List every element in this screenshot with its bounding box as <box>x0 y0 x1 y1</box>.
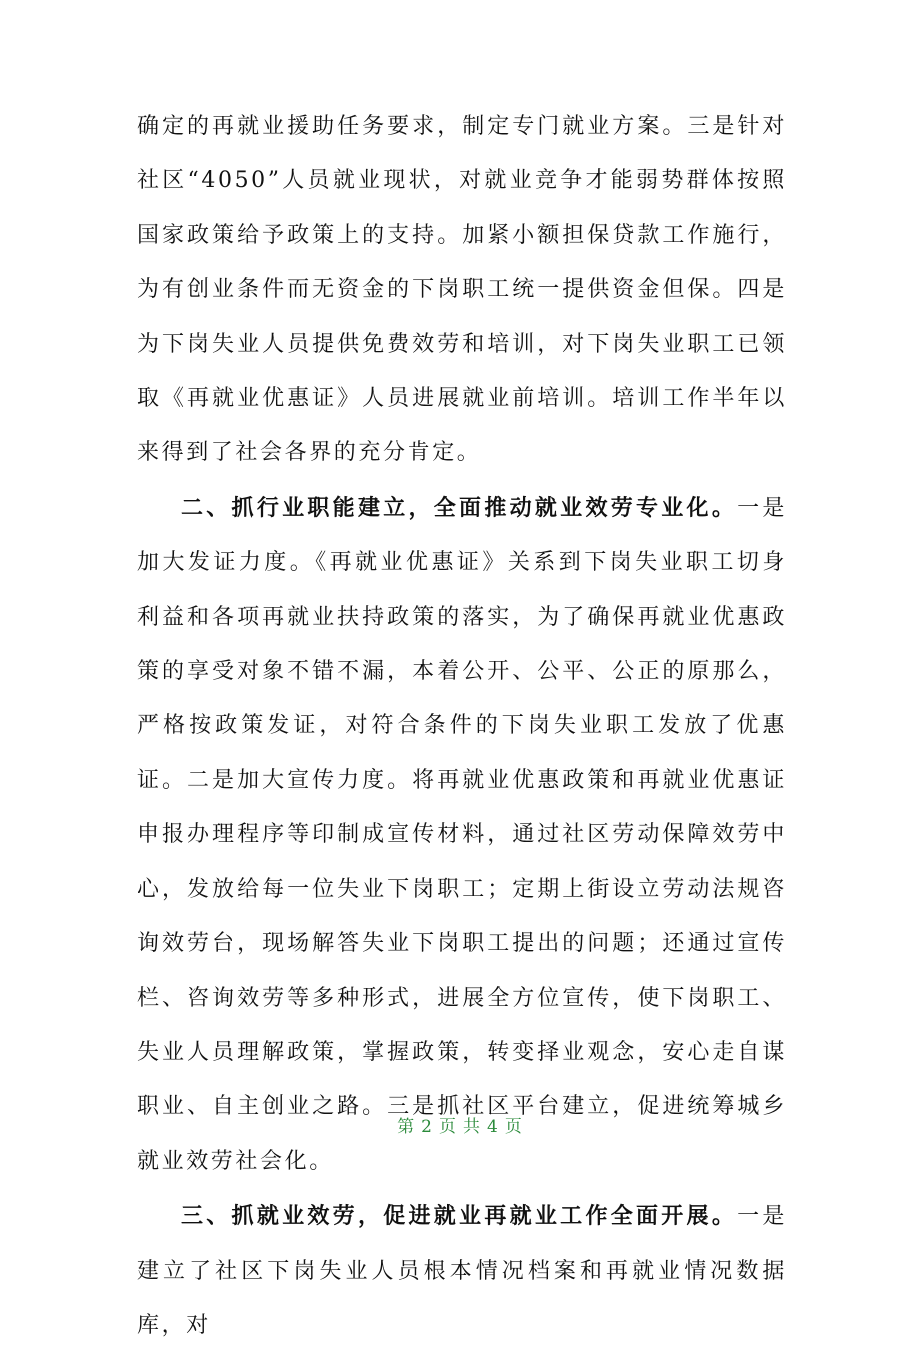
footer-total-pages: 4 <box>487 1117 499 1137</box>
footer-prefix: 第 <box>397 1117 416 1137</box>
paragraph-3-heading: 三、抓就业效劳，促进就业再就业工作全面开展。 <box>181 1203 738 1230</box>
paragraph-2-heading: 二、抓行业职能建立，全面推动就业效劳专业化。 <box>181 494 738 521</box>
paragraph-2 <box>137 481 787 1189</box>
paragraph-2-text: 一是加大发证力度。《再就业优惠证》关系到下岗失业职工切身利益和各项再就业扶持政策的落实，为了确保再就业优惠政策的享受对象不错不漏，本着公开、公平、公正的原那么，严格按政策发证，对符合条件的下岗失业职工发放了优惠证。二是加大宣传力度。将再就业优惠政策和再就业优惠证申报办理程序等印制成宣传材料，通过社区劳动保障效劳中心，发放给每一位失业下岗职工；定期上街设立劳动法规咨询效劳台，现场解答失业下岗职工提出的问题；还通过宣传栏、咨询效劳等多种形式，进展全方位宣传，使下岗职工、失业人员理解政策，掌握政策，转变择业观念，安心走自谋职业、自主创业之路。三是抓社区平台建立，促进统筹城乡就业效劳社会化。 <box>137 495 788 1174</box>
footer-page-number: 2 <box>421 1117 433 1137</box>
footer-page-word: 页 <box>439 1117 457 1137</box>
footer-total-word: 共 <box>463 1117 481 1137</box>
page-footer <box>0 1112 920 1137</box>
footer-suffix: 页 <box>504 1117 523 1137</box>
paragraph-3-text: 一是建立了社区下岗失业人员根本情况档案和再就业情况数据库，对 <box>137 1204 788 1338</box>
paragraph-1 <box>137 100 787 481</box>
paragraph-3 <box>137 1189 787 1353</box>
paragraph-1-text: 确定的再就业援助任务要求，制定专门就业方案。三是针对社区“4050”人员就业现状，对就业竞争才能弱势群体按照国家政策给予政策上的支持。加紧小额担保贷款工作施行，为有创业条件而无资金的下岗职工统一提供资金但保。四是为下岗失业人员提供免费效劳和培训，对下岗失业职工已领取《再就业优惠证》人员进展就业前培训。培训工作半年以来得到了社会各界的充分肯定。 <box>137 114 787 466</box>
body-text <box>137 100 787 1353</box>
